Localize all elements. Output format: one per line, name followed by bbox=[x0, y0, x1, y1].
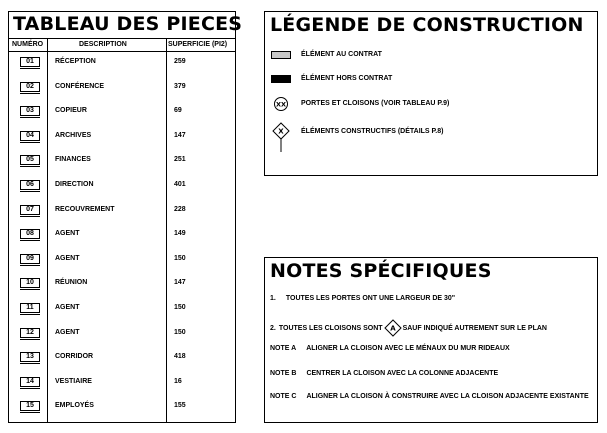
legend-title: LÉGENDE DE CONSTRUCTION bbox=[270, 14, 584, 36]
room-number-tag: 01 bbox=[20, 57, 40, 67]
room-description: CONFÉRENCE bbox=[55, 82, 105, 90]
table-rule bbox=[9, 51, 235, 52]
note-text: ALIGNER LA CLOISON AVEC LE MÉNAUX DU MUR RIDEAUX bbox=[306, 345, 510, 352]
table-row bbox=[9, 278, 235, 292]
room-number-tag: 13 bbox=[20, 352, 40, 362]
room-number-tag: 08 bbox=[20, 229, 40, 239]
diamond-x-icon bbox=[271, 122, 291, 156]
room-table bbox=[8, 11, 243, 423]
note-prefix: 1. bbox=[270, 295, 276, 302]
room-area: 155 bbox=[174, 402, 186, 410]
room-area: 150 bbox=[174, 254, 186, 262]
room-description: AGENT bbox=[55, 304, 80, 311]
note-text: SAUF INDIQUÉ AUTREMENT SUR LE PLAN bbox=[402, 324, 547, 332]
legend-label: ÉLÉMENT HORS CONTRAT bbox=[301, 75, 393, 82]
note-prefix: NOTE A bbox=[270, 345, 297, 352]
room-number-tag: 15 bbox=[20, 401, 40, 411]
table-row bbox=[9, 328, 235, 342]
room-number-tag: 14 bbox=[20, 377, 40, 387]
room-description: RÉCEPTION bbox=[55, 58, 96, 65]
legend-label: PORTES ET CLOISONS (VOIR TABLEAU P.9) bbox=[301, 100, 450, 107]
room-description: RECOUVREMENT bbox=[55, 205, 115, 213]
notes-title: NOTES SPÉCIFIQUES bbox=[270, 260, 492, 282]
room-area: 379 bbox=[174, 82, 186, 90]
table-row bbox=[9, 82, 235, 96]
room-number-tag: 06 bbox=[20, 180, 40, 190]
table-row bbox=[9, 377, 235, 391]
room-table-title: TABLEAU DES PIECES bbox=[13, 13, 243, 35]
diamond-a-icon bbox=[384, 319, 402, 337]
room-description: EMPLOYÉS bbox=[55, 402, 94, 410]
room-number-tag: 10 bbox=[20, 278, 40, 288]
specific-notes bbox=[264, 257, 598, 423]
room-area: 251 bbox=[174, 156, 186, 164]
svg-text:X: X bbox=[278, 127, 284, 136]
room-description: VESTIAIRE bbox=[55, 377, 92, 385]
note-text: TOUTES LES CLOISONS SONT bbox=[278, 324, 383, 332]
table-row bbox=[9, 303, 235, 317]
column-header-area: SUPERFICIE (PI2) bbox=[168, 41, 228, 48]
room-description: RÉUNION bbox=[55, 279, 88, 287]
table-row bbox=[9, 352, 235, 366]
room-area: 69 bbox=[174, 107, 182, 115]
room-number-tag: 03 bbox=[20, 106, 40, 116]
room-area: 259 bbox=[174, 58, 186, 65]
room-description: FINANCES bbox=[55, 156, 91, 164]
note-text: TOUTES LES PORTES ONT UNE LARGEUR DE 30" bbox=[285, 295, 456, 302]
note-item bbox=[270, 319, 547, 337]
room-description: COPIEUR bbox=[55, 107, 87, 115]
note-item bbox=[270, 295, 455, 302]
column-header-description: DESCRIPTION bbox=[79, 41, 127, 48]
construction-legend bbox=[264, 11, 598, 176]
room-area: 147 bbox=[174, 131, 186, 139]
legend-label: ÉLÉMENT AU CONTRAT bbox=[301, 51, 382, 58]
room-area: 150 bbox=[174, 328, 186, 336]
room-number-tag: 11 bbox=[20, 303, 40, 313]
room-area: 147 bbox=[174, 279, 186, 287]
room-description: AGENT bbox=[55, 328, 80, 336]
room-number-tag: 12 bbox=[20, 328, 40, 338]
room-description: ARCHIVES bbox=[55, 131, 92, 139]
svg-text:XX: XX bbox=[275, 100, 287, 109]
note-prefix: NOTE B bbox=[270, 370, 297, 377]
table-row bbox=[9, 131, 235, 145]
room-number-tag: 04 bbox=[20, 131, 40, 141]
table-rule bbox=[9, 38, 235, 39]
room-area: 150 bbox=[174, 304, 186, 311]
room-area: 149 bbox=[174, 230, 186, 238]
table-row bbox=[9, 106, 235, 120]
table-row bbox=[9, 155, 235, 169]
black-swatch-icon bbox=[271, 75, 291, 83]
svg-text:A: A bbox=[389, 324, 396, 333]
room-number-tag: 05 bbox=[20, 155, 40, 165]
room-description: AGENT bbox=[55, 230, 80, 238]
note-text: ALIGNER LA CLOISON À CONSTRUIRE AVEC LA CLOISON ADJACENTE EXISTANTE bbox=[306, 393, 589, 400]
room-area: 228 bbox=[174, 205, 186, 213]
table-row bbox=[9, 57, 235, 71]
table-row bbox=[9, 401, 235, 415]
room-number-tag: 07 bbox=[20, 205, 40, 215]
table-row bbox=[9, 254, 235, 268]
room-area: 16 bbox=[174, 377, 182, 385]
note-item bbox=[270, 370, 498, 377]
column-header-number: NUMÉRO bbox=[12, 41, 44, 48]
table-row bbox=[9, 229, 235, 243]
legend-label: ÉLÉMENTS CONSTRUCTIFS (DÉTAILS P.8) bbox=[301, 128, 444, 135]
note-prefix: 2. bbox=[270, 324, 276, 332]
room-number-tag: 09 bbox=[20, 254, 40, 264]
note-item bbox=[270, 345, 510, 352]
table-row bbox=[9, 205, 235, 219]
room-number-tag: 02 bbox=[20, 82, 40, 92]
gray-swatch-icon bbox=[271, 51, 291, 59]
table-row bbox=[9, 180, 235, 194]
circle-xx-icon bbox=[273, 96, 289, 112]
note-item bbox=[270, 393, 589, 400]
note-prefix: NOTE C bbox=[270, 393, 297, 400]
room-description: CORRIDOR bbox=[55, 353, 94, 361]
room-area: 418 bbox=[174, 353, 186, 361]
room-area: 401 bbox=[174, 181, 186, 188]
room-description: DIRECTION bbox=[55, 181, 94, 188]
note-text: CENTRER LA CLOISON AVEC LA COLONNE ADJACENTE bbox=[306, 370, 499, 377]
room-description: AGENT bbox=[55, 254, 80, 262]
